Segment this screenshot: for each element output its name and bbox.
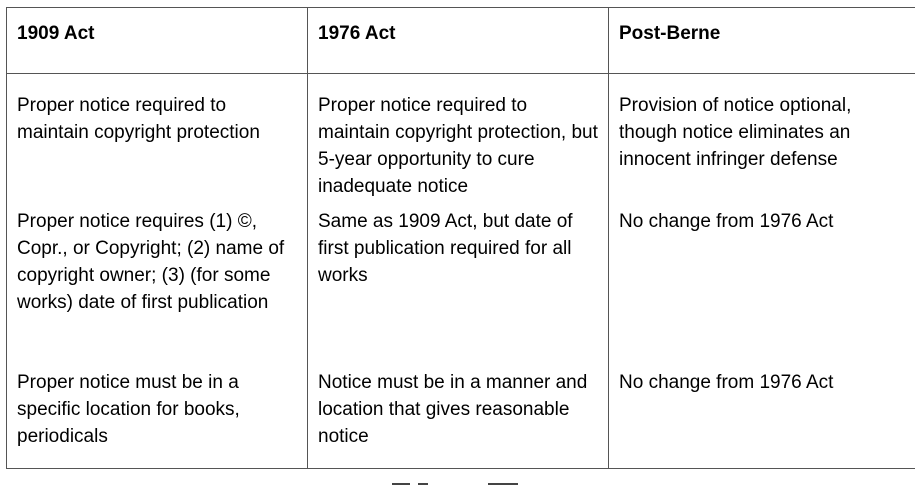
- cell-1976-notice-location: Notice must be in a manner and location that gives reasonable notice: [308, 369, 609, 469]
- table-row: [7, 208, 915, 369]
- header-row: [7, 8, 915, 74]
- table-header: [7, 8, 915, 74]
- cell-postberne-notice-requirement: Provision of notice optional, though notice eliminates an innocent infringer defense: [609, 74, 915, 208]
- cropped-caption-fragment: [392, 483, 532, 489]
- cell-postberne-notice-form: No change from 1976 Act: [609, 208, 915, 369]
- cell-postberne-notice-location: No change from 1976 Act: [609, 369, 915, 469]
- header-post-berne: Post-Berne: [609, 8, 915, 74]
- notice-comparison-table: [6, 7, 915, 469]
- table-row: [7, 369, 915, 469]
- cell-1909-notice-form: Proper notice requires (1) ©, Copr., or Copyright; (2) name of copyright owner; (3) (for some works) date of first publication: [7, 208, 308, 369]
- header-1976-act: 1976 Act: [308, 8, 609, 74]
- header-1909-act: 1909 Act: [7, 8, 308, 74]
- cell-1976-notice-requirement: Proper notice required to maintain copyright protection, but 5-year opportunity to cure inadequate notice: [308, 74, 609, 208]
- cell-1909-notice-location: Proper notice must be in a specific location for books, periodicals: [7, 369, 308, 469]
- table-body: [7, 74, 915, 469]
- cell-1909-notice-requirement: Proper notice required to maintain copyright protection: [7, 74, 308, 208]
- cell-1976-notice-form: Same as 1909 Act, but date of first publication required for all works: [308, 208, 609, 369]
- table-row: [7, 74, 915, 208]
